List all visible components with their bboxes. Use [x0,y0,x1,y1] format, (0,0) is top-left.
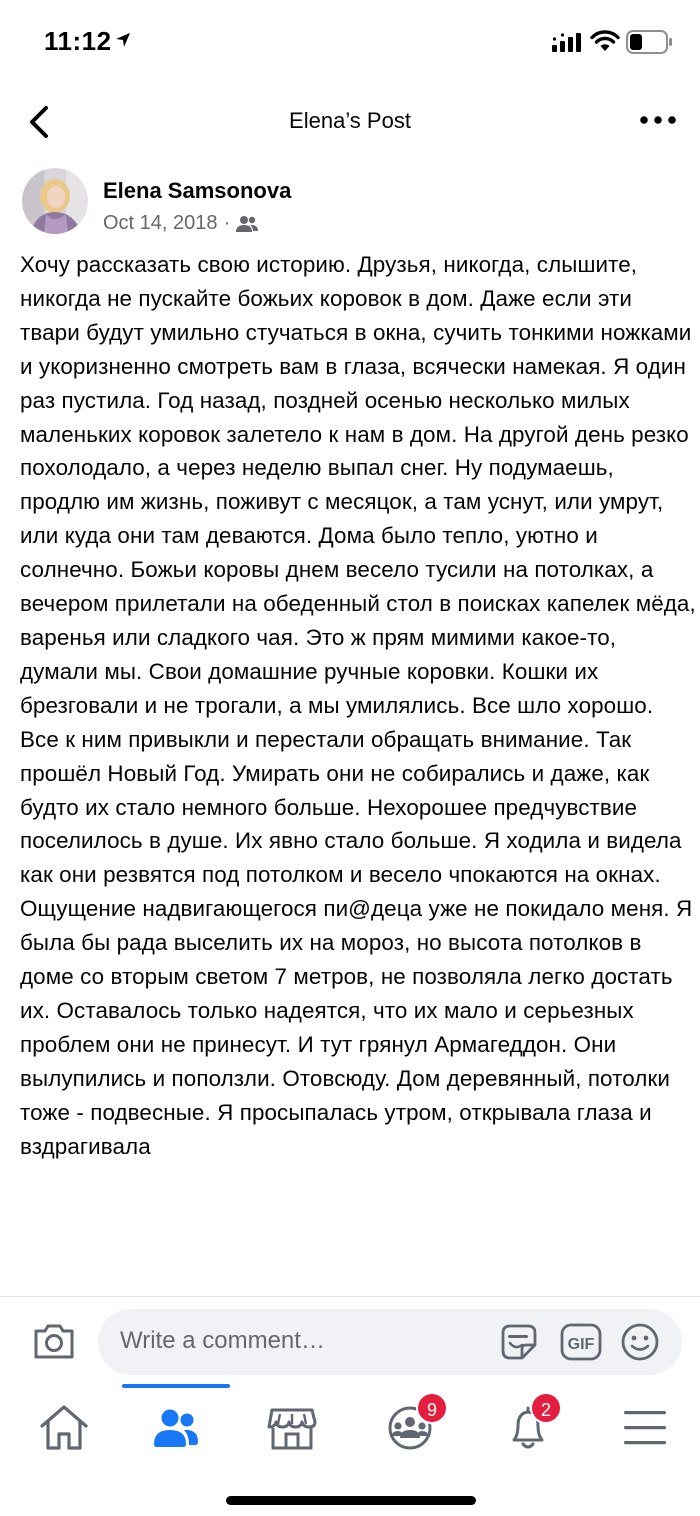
cellular-signal-icon [552,32,582,52]
author-avatar[interactable] [22,168,88,234]
comment-bar [0,1296,700,1386]
post-date[interactable]: Oct 14, 2018 [103,212,218,234]
post-meta [103,212,258,235]
tab-watch[interactable] [382,1400,442,1456]
gif-label: GIF [567,1336,595,1353]
tab-notifications[interactable] [500,1400,560,1456]
gif-icon[interactable] [560,1323,602,1361]
tab-marketplace[interactable] [262,1400,322,1456]
page-title: Elena’s Post [289,108,411,133]
post-body-text: Хочу рассказать свою историю. Друзья, никогда, слышите, никогда не пускайте божьих коровок в дом. Даже если эти твари будут умильно стучаться в окна, сучить тонкими ножками и укоризненно смотреть вам в глаза, всячески намекая. Я один раз пустила. Год назад, поздней осенью несколько милых маленьких коровок залетело к нам в дом. На другой день резко похолодало, а через неделю выпал снег. Ну подумаешь, продлю им жизнь, поживут с месяцок, а там уснут, или умрут, или куда они там деваются. Дома было тепло, уютно и солнечно. Божьи коровы днем весело тусили на потолках, а вечером прилетали на обеденный стол в поисках капелек мёда, варенья или сладкого чая. Это ж прям мимими какое-то, думали мы. Свои домашние ручные коровки. Кошки их брезговали и не трогали, а мы умилялись. Все шло хорошо. Все к ним привыкли и перестали обращать внимание. Так прошёл Новый Год. Умирать они не собирались и даже, как будто их стало немного больше. Нехорошее предчувствие поселилось в душе. Их явно стало больше. Я ходила и видела как они резвятся под потолком и весело чпокаются на окнах. Ощущение надвигающегося пи@деца уже не покидало меня. Я была бы рада выселить их на мороз, но высота потолков в доме со вторым светом 7 метров, не позволяла легко достать их. Оставалось только надеятся, что их мало и серьезных проблем они не принесут. И тут грянул Армагеддон. Они вылупились и поползли. Отовсюду. Дом деревянный, потолки тоже - подвесные. Я просыпалась утром, открывала глаза и вздрагивала [20,252,696,1159]
battery-icon [626,30,672,54]
status-bar [0,0,700,86]
friends-audience-icon[interactable] [236,215,258,233]
comment-placeholder: Write a comment… [120,1327,325,1354]
navigation-bar [0,86,700,156]
bottom-tab-bar [0,1386,700,1516]
location-arrow-icon [114,31,132,49]
author-name[interactable]: Elena Samsonova [103,178,292,203]
tab-home[interactable] [34,1400,94,1456]
emoji-icon[interactable] [620,1322,660,1362]
notifications-badge: 2 [530,1392,562,1424]
home-indicator [226,1496,476,1505]
comment-input[interactable] [98,1309,682,1375]
tab-groups[interactable] [146,1400,206,1456]
camera-icon[interactable] [32,1321,76,1361]
post-header [0,160,700,244]
tab-menu[interactable] [618,1400,678,1456]
more-options-icon[interactable] [638,110,678,130]
wifi-icon [590,30,620,52]
watch-badge: 9 [416,1392,448,1424]
status-time: 11:12 [44,26,112,56]
active-tab-indicator [122,1384,230,1388]
meta-separator: · [223,212,231,234]
sticker-icon[interactable] [500,1323,538,1361]
